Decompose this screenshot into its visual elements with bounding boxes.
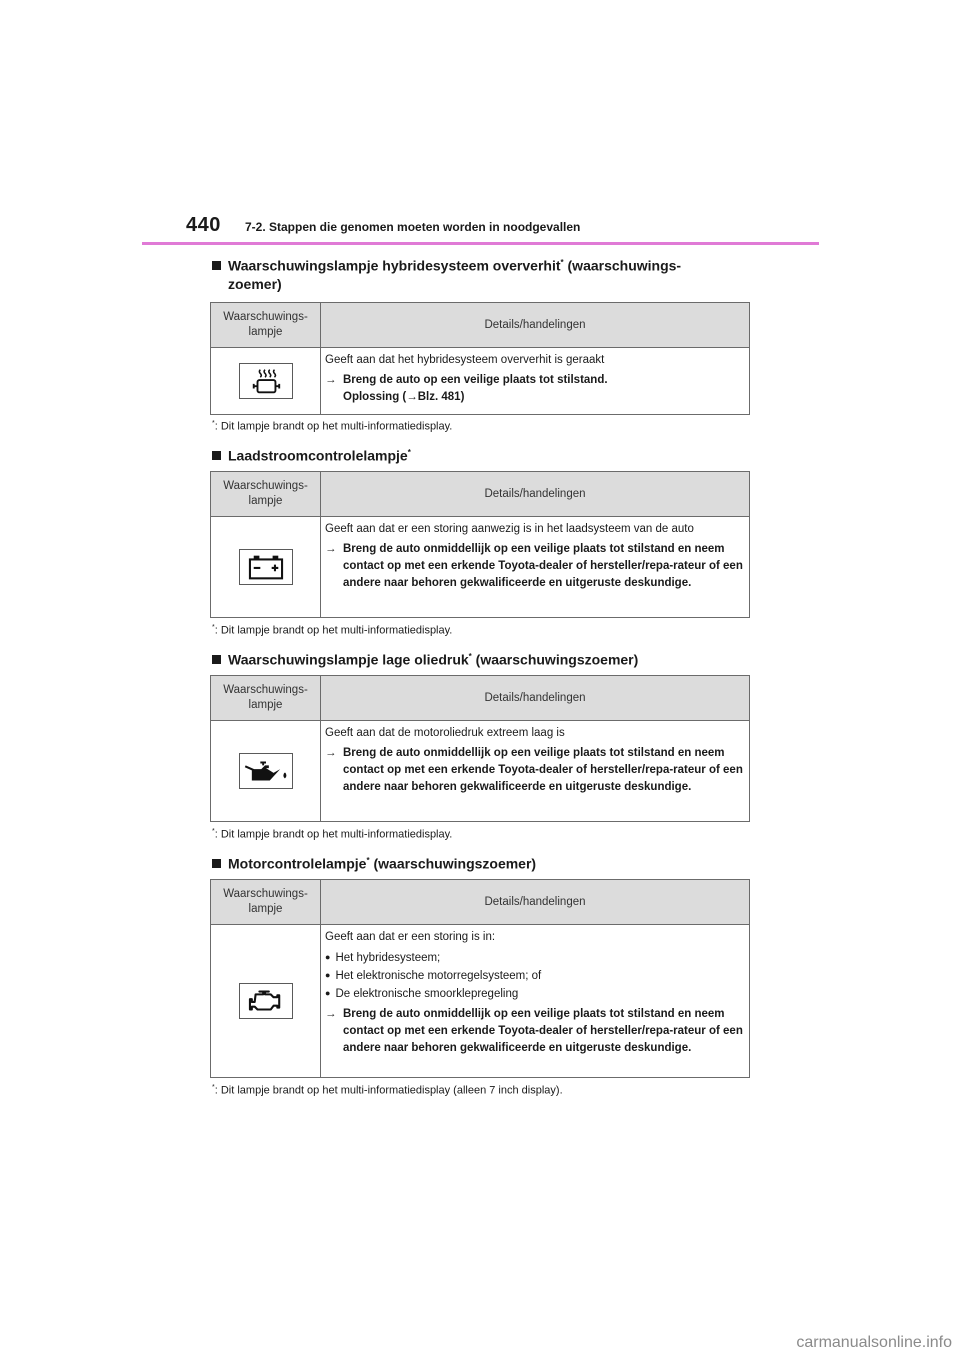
- heading-text-cont: (waarschuwings-: [563, 257, 682, 274]
- table-header-row: [211, 880, 750, 925]
- table-row: [211, 925, 750, 1078]
- footnote: [212, 828, 452, 841]
- action-text: Breng de auto onmiddellijk op een veilige plaats tot stilstand en neem contact op met een erkende Toyota-dealer of hersteller/repa-rateur of een andere naar behoren gekwalificeerde en uitgeruste deskundige.: [343, 543, 743, 589]
- column-header-lamp-line2: lampje: [248, 495, 283, 507]
- heading-text-line2: zoemer): [228, 275, 282, 292]
- list-item: ● De elektronische smoorklepregeling: [325, 985, 745, 1003]
- detail-cell: [321, 348, 750, 415]
- table-row: [211, 517, 750, 618]
- warning-table-hybrid-overheat: [210, 302, 750, 415]
- arrow-icon: →: [325, 543, 337, 555]
- arrow-icon: →: [325, 747, 337, 759]
- column-header-lamp: [211, 880, 321, 925]
- footnote: [212, 624, 452, 637]
- hybrid-overheat-icon: [239, 363, 293, 399]
- description: Geeft aan dat het hybridesysteem oververhit is geraakt: [325, 354, 605, 366]
- section-heading-charging: [212, 444, 411, 465]
- section-heading-hybrid-overheat: [212, 254, 681, 293]
- oil-pressure-icon: [239, 753, 293, 789]
- table-header-row: [211, 303, 750, 348]
- column-header-details: Details/handelingen: [321, 472, 750, 517]
- description: Geeft aan dat er een storing aanwezig is in het laadsysteem van de auto: [325, 523, 694, 535]
- action-text: Breng de auto onmiddellijk op een veilige plaats tot stilstand en neem contact op met een erkende Toyota-dealer of hersteller/repa-rateur of een andere naar behoren gekwalificeerde en uitgeruste deskundige.: [343, 747, 743, 793]
- heading-text-cont: (waarschuwingszoemer): [369, 855, 537, 872]
- square-bullet-icon: [212, 261, 221, 270]
- footnote-text: : Dit lampje brandt op het multi-informatiedisplay (alleen 7 inch display).: [214, 1084, 563, 1097]
- heading-text: Laadstroomcontrolelampje: [228, 447, 408, 464]
- column-header-lamp: [211, 472, 321, 517]
- asterisk: *: [407, 448, 411, 457]
- asterisk: *: [560, 258, 564, 267]
- arrow-icon: →: [325, 374, 337, 386]
- action-instruction: [325, 1006, 745, 1057]
- engine-check-icon: [239, 983, 293, 1019]
- footnote-text: : Dit lampje brandt op het multi-informatiedisplay.: [214, 420, 453, 433]
- warning-table-oil-pressure: [210, 675, 750, 822]
- asterisk: *: [212, 1084, 215, 1091]
- action-text: Breng de auto onmiddellijk op een veilige plaats tot stilstand en neem contact op met een erkende Toyota-dealer of hersteller/repa-rateur of een andere naar behoren gekwalificeerde en uitgeruste deskundige.: [343, 1008, 743, 1054]
- header-rule: [142, 242, 819, 245]
- column-header-lamp-line1: Waarschuwings-: [223, 684, 308, 696]
- table-header-row: [211, 472, 750, 517]
- section-heading-oil-pressure: [212, 648, 638, 669]
- footnote-text: : Dit lampje brandt op het multi-informatiedisplay.: [214, 828, 453, 841]
- asterisk: *: [212, 420, 215, 427]
- column-header-lamp-line2: lampje: [248, 326, 283, 338]
- watermark: carmanualsonline.info: [796, 1334, 952, 1351]
- list-item: ● Het elektronische motorregelsysteem; of: [325, 967, 745, 985]
- table-row: [211, 721, 750, 822]
- asterisk: *: [212, 624, 215, 631]
- detail-cell: [321, 721, 750, 822]
- table-row: [211, 348, 750, 415]
- table-header-row: [211, 676, 750, 721]
- icon-cell: [211, 925, 321, 1078]
- footnote: [212, 420, 452, 433]
- footnote-text: : Dit lampje brandt op het multi-informatiedisplay.: [214, 624, 453, 637]
- list-item: ● Het hybridesysteem;: [325, 949, 745, 967]
- column-header-lamp-line1: Waarschuwings-: [223, 311, 308, 323]
- heading-text: Motorcontrolelampje: [228, 855, 367, 872]
- footnote: [212, 1084, 563, 1097]
- battery-icon: [239, 549, 293, 585]
- heading-text: Waarschuwingslampje lage oliedruk: [228, 651, 469, 668]
- square-bullet-icon: [212, 859, 221, 868]
- square-bullet-icon: [212, 451, 221, 460]
- column-header-lamp-line2: lampje: [248, 903, 283, 915]
- arrow-icon: →: [325, 1008, 337, 1020]
- detail-cell: [321, 517, 750, 618]
- warning-table-charging: [210, 471, 750, 618]
- column-header-lamp: [211, 676, 321, 721]
- warning-table-engine-check: [210, 879, 750, 1078]
- column-header-details: Details/handelingen: [321, 676, 750, 721]
- heading-text: Waarschuwingslampje hybridesysteem oververhit: [228, 257, 561, 274]
- icon-cell: [211, 348, 321, 415]
- column-header-details: Details/handelingen: [321, 303, 750, 348]
- square-bullet-icon: [212, 655, 221, 664]
- icon-cell: [211, 721, 321, 822]
- detail-cell: [321, 925, 750, 1078]
- description: Geeft aan dat de motoroliedruk extreem laag is: [325, 727, 565, 739]
- column-header-lamp-line2: lampje: [248, 699, 283, 711]
- asterisk: *: [468, 652, 472, 661]
- column-header-details: Details/handelingen: [321, 880, 750, 925]
- action-instruction: [325, 541, 745, 592]
- action-instruction: [325, 372, 745, 406]
- action-instruction: [325, 745, 745, 796]
- heading-text-cont: (waarschuwingszoemer): [471, 651, 639, 668]
- description: Geeft aan dat er een storing is in:: [325, 931, 496, 943]
- column-header-lamp-line1: Waarschuwings-: [223, 480, 308, 492]
- solution-reference: Oplossing (→Blz. 481): [343, 391, 465, 403]
- column-header-lamp-line1: Waarschuwings-: [223, 888, 308, 900]
- action-text: Breng de auto op een veilige plaats tot stilstand.: [343, 374, 608, 386]
- asterisk: *: [366, 856, 370, 865]
- column-header-lamp: [211, 303, 321, 348]
- asterisk: *: [212, 828, 215, 835]
- section-heading-engine-check: [212, 852, 536, 873]
- chapter-title: 7-2. Stappen die genomen moeten worden in noodgevallen: [245, 220, 581, 234]
- icon-cell: [211, 517, 321, 618]
- page-number: 440: [186, 214, 221, 236]
